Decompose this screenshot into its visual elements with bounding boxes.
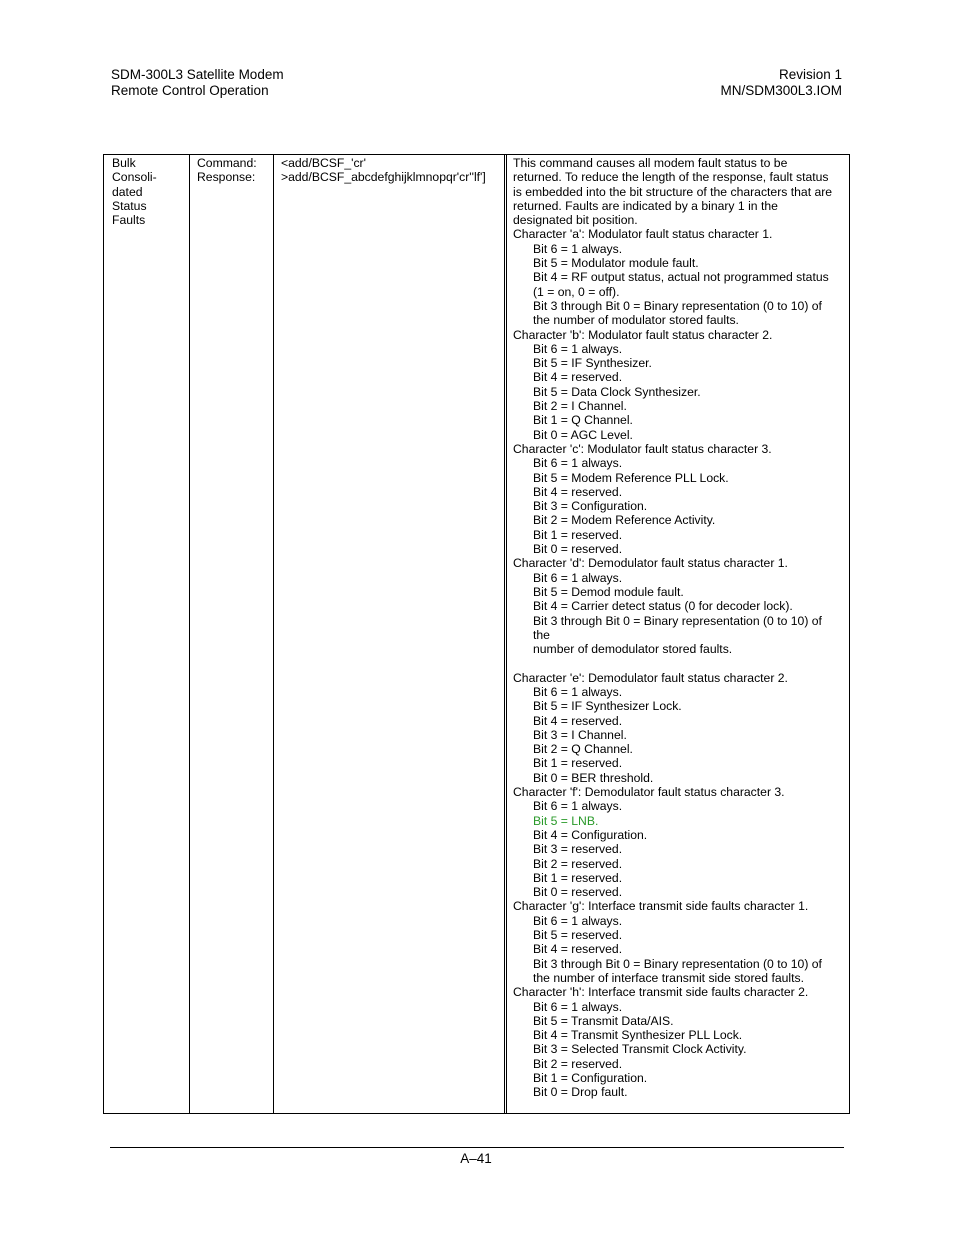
description-line: Character 'g': Interface transmit side faults character 1. <box>513 899 809 914</box>
column-divider <box>506 155 507 1113</box>
description-cell <box>513 156 843 1100</box>
column-divider <box>273 155 274 1113</box>
bit-definition-line: Bit 5 = IF Synthesizer. <box>533 356 652 371</box>
bit-definition-line: number of demodulator stored faults. <box>533 642 733 657</box>
bit-definition-line: Bit 4 = Configuration. <box>533 827 648 842</box>
bit-definition-line: Bit 4 = reserved. <box>533 370 623 385</box>
bit-definition-line: (1 = on, 0 = off). <box>533 284 620 299</box>
bit-definition-line: Bit 0 = AGC Level. <box>533 427 633 442</box>
bit-definition-line: Bit 1 = reserved. <box>533 527 623 542</box>
bit-definition-line: Bit 3 = Selected Transmit Clock Activity. <box>533 1042 747 1057</box>
bit-definition-line: Bit 0 = reserved. <box>533 885 623 900</box>
bit-definition-line: Bit 5 = Transmit Data/AIS. <box>533 1013 674 1028</box>
bit-definition-line: Bit 4 = reserved. <box>533 942 623 957</box>
bit-definition-line: the number of interface transmit side stored faults. <box>533 970 804 985</box>
description-line: Character 'a': Modulator fault status character 1. <box>513 227 773 242</box>
bit-definition-line: Bit 4 = reserved. <box>533 713 623 728</box>
description-line: returned. To reduce the length of the response, fault status <box>513 170 829 185</box>
syntax-line: >add/BCSF_abcdefghijklmnopqr'cr''lf'] <box>281 170 486 185</box>
section-title: Remote Control Operation <box>111 83 269 98</box>
column-divider <box>189 155 190 1113</box>
description-line: is embedded into the bit structure of the characters that are <box>513 184 833 199</box>
bit-definition-line: the number of modulator stored faults. <box>533 313 739 328</box>
page-number: A–41 <box>460 1151 492 1166</box>
bit-definition-line: the <box>533 627 550 642</box>
bit-definition-line: Bit 6 = 1 always. <box>533 341 623 356</box>
bit-definition-line: Bit 1 = reserved. <box>533 870 623 885</box>
bit-definition-line: Bit 3 through Bit 0 = Binary representation (0 to 10) of <box>533 298 822 313</box>
bit-definition-line: Bit 6 = 1 always. <box>533 913 623 928</box>
description-line: Character 'b': Modulator fault status character 2. <box>513 327 773 342</box>
bit-definition-line: Bit 1 = Q Channel. <box>533 413 633 428</box>
parameter-line: Faults <box>112 213 146 228</box>
description-line: Character 'e': Demodulator fault status character 2. <box>513 670 788 685</box>
column-divider <box>504 155 505 1113</box>
bit-definition-line: Bit 2 = reserved. <box>533 1056 623 1071</box>
bit-definition-line: Bit 3 = I Channel. <box>533 727 627 742</box>
description-line: Character 'f': Demodulator fault status character 3. <box>513 785 785 800</box>
bit-definition-line: Bit 6 = 1 always. <box>533 570 623 585</box>
description-line: Character 'd': Demodulator fault status character 1. <box>513 556 788 571</box>
bit-definition-line: Bit 2 = I Channel. <box>533 399 627 414</box>
description-line: Character 'c': Modulator fault status character 3. <box>513 441 772 456</box>
description-line: returned. Faults are indicated by a binary 1 in the <box>513 198 778 213</box>
bit-definition-line: Bit 3 = Configuration. <box>533 499 648 514</box>
document-number: MN/SDM300L3.IOM <box>720 83 842 98</box>
bit-definition-line: Bit 0 = reserved. <box>533 542 623 557</box>
description-line: Character 'h': Interface transmit side faults character 2. <box>513 985 809 1000</box>
bit-definition-line: Bit 6 = 1 always. <box>533 684 623 699</box>
command-table <box>103 154 850 1114</box>
parameter-line: Status <box>112 198 147 213</box>
bit-definition-line: Bit 6 = 1 always. <box>533 799 623 814</box>
command-syntax-cell <box>281 156 509 185</box>
syntax-label: Command: <box>197 156 257 170</box>
revision-label: Revision 1 <box>778 67 842 82</box>
bit-definition-line: Bit 5 = Demod module fault. <box>533 584 684 599</box>
bit-definition-line: Bit 4 = reserved. <box>533 484 623 499</box>
bit-definition-line: Bit 4 = Transmit Synthesizer PLL Lock. <box>533 1028 743 1043</box>
footer-rule <box>110 1147 844 1148</box>
bit-definition-line: Bit 3 = reserved. <box>533 842 623 857</box>
bit-definition-line: Bit 4 = RF output status, actual not programmed status <box>533 270 829 285</box>
bit-definition-line: Bit 5 = IF Synthesizer Lock. <box>533 699 682 714</box>
bit-definition-line: Bit 4 = Carrier detect status (0 for decoder lock). <box>533 599 793 614</box>
bit-definition-line: Bit 1 = Configuration. <box>533 1071 648 1085</box>
page-header-right <box>720 67 842 99</box>
bit-definition-line: Bit 0 = BER threshold. <box>533 770 654 785</box>
bit-definition-line: Bit 2 = Q Channel. <box>533 742 633 757</box>
parameter-cell <box>112 156 182 227</box>
description-line: designated bit position. <box>513 213 638 228</box>
parameter-line: dated <box>112 184 143 199</box>
parameter-line: Bulk <box>112 156 136 170</box>
bit-definition-line: Bit 3 through Bit 0 = Binary representation (0 to 10) of <box>533 613 822 628</box>
page-header-left <box>111 67 284 99</box>
bit-definition-line: Bit 5 = reserved. <box>533 928 623 943</box>
bit-definition-line: Bit 5 = LNB. <box>533 813 599 828</box>
bit-definition-line: Bit 0 = Drop fault. <box>533 1085 628 1100</box>
bit-definition-line: Bit 6 = 1 always. <box>533 456 623 471</box>
syntax-label: Response: <box>197 170 256 185</box>
bit-definition-line: Bit 5 = Modulator module fault. <box>533 256 699 271</box>
bit-definition-line: Bit 5 = Modem Reference PLL Lock. <box>533 470 729 485</box>
parameter-line: Consoli- <box>112 170 157 185</box>
bit-definition-line: Bit 6 = 1 always. <box>533 999 623 1014</box>
bit-definition-line: Bit 6 = 1 always. <box>533 241 623 256</box>
command-response-labels <box>197 156 275 185</box>
bit-definition-line: Bit 3 through Bit 0 = Binary representation (0 to 10) of <box>533 956 822 971</box>
document-title: SDM-300L3 Satellite Modem <box>111 67 284 82</box>
bit-definition-line: Bit 5 = Data Clock Synthesizer. <box>533 384 701 399</box>
description-line: This command causes all modem fault status to be <box>513 156 788 170</box>
bit-definition-line: Bit 2 = Modem Reference Activity. <box>533 513 716 528</box>
bit-definition-line: Bit 1 = reserved. <box>533 756 623 771</box>
bit-definition-line: Bit 2 = reserved. <box>533 856 623 871</box>
description-line <box>513 656 843 670</box>
syntax-line: <add/BCSF_'cr' <box>281 156 366 170</box>
